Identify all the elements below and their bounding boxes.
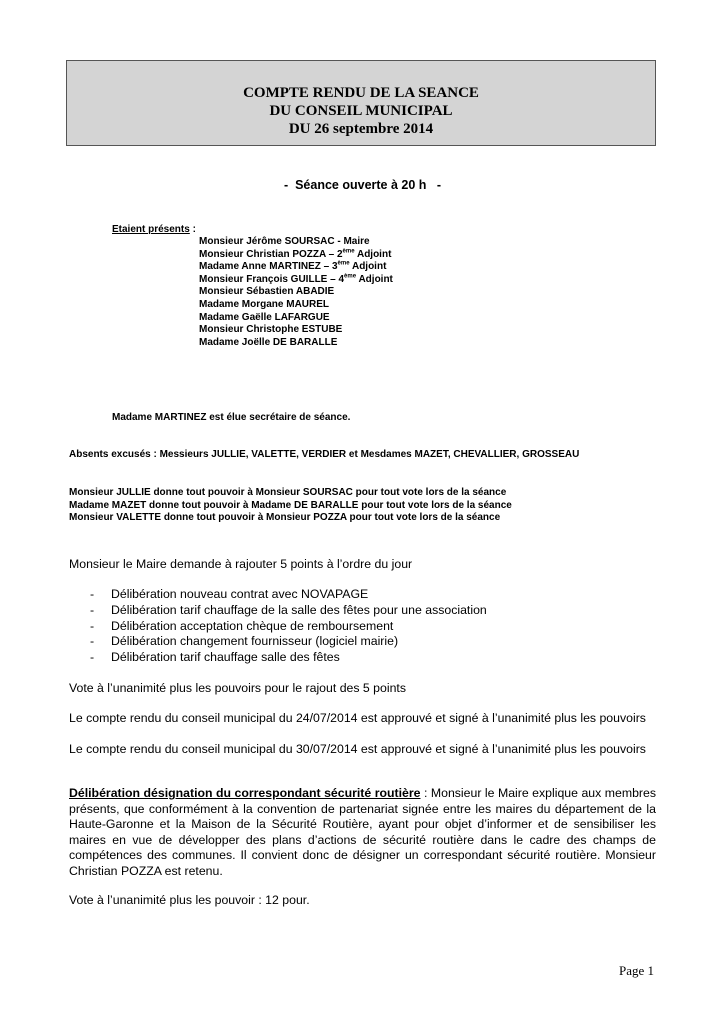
member-role: Adjoint [354, 248, 392, 260]
document-title-box [66, 60, 656, 146]
vote-rajout: Vote à l’unanimité plus les pouvoirs pour le rajout des 5 points [69, 681, 406, 695]
member-role: Adjoint [349, 261, 387, 273]
presents-label-suffix: : [189, 224, 196, 235]
title-line-2: DU CONSEIL MUNICIPAL [269, 103, 453, 119]
member-item [199, 249, 393, 262]
seance-opening: - Séance ouverte à 20 h - [283, 178, 441, 192]
member-item [199, 312, 393, 325]
list-item: - Délibération nouveau contrat avec NOVAPAGE [90, 587, 369, 601]
cr-approval-1: Le compte rendu du conseil municipal du 24/07/2014 est approuvé et signé à l’unanimité plus les pouvoirs [69, 711, 646, 725]
list-item: - Délibération acceptation chèque de remboursement [90, 618, 394, 633]
member-name: Madame Morgane MAUREL [199, 298, 330, 310]
vote-final: Vote à l’unanimité plus les pouvoir : 12 pour. [69, 893, 310, 907]
members-list [199, 236, 393, 349]
member-ordinal: ème [337, 260, 350, 267]
member-item [199, 299, 393, 312]
member-name: Monsieur Christophe ESTUBE [199, 324, 343, 336]
member-item [199, 236, 393, 249]
list-item-text: Délibération acceptation chèque de remboursement [111, 618, 394, 633]
list-item-text: Délibération nouveau contrat avec NOVAPAGE [111, 587, 369, 601]
member-name: Monsieur Jérôme SOURSAC - Maire [199, 236, 370, 247]
member-name: Madame Anne MARTINEZ – 3 [199, 261, 338, 273]
list-item-text: Délibération tarif chauffage de la salle des fêtes pour une association [111, 602, 487, 617]
list-item: - Délibération tarif chauffage de la salle des fêtes pour une association [90, 602, 487, 617]
ordre-list [69, 587, 487, 666]
member-name: Monsieur Sébastien ABADIE [199, 286, 335, 298]
pouvoirs-block [69, 487, 512, 525]
list-item: - Délibération tarif chauffage salle des fêtes [90, 650, 340, 665]
member-item [199, 286, 393, 299]
member-ordinal: ème [342, 248, 355, 255]
cr-approval-2: Le compte rendu du conseil municipal du 30/07/2014 est approuvé et signé à l’unanimité plus les pouvoirs [69, 742, 646, 756]
pouvoir-line: Madame MAZET donne tout pouvoir à Madame DE BARALLE pour tout vote lors de la séance [69, 499, 512, 511]
member-item [199, 261, 393, 274]
title-line-3: DU 26 septembre 2014 [288, 121, 434, 137]
presents-label [112, 224, 196, 235]
list-item-text: Délibération tarif chauffage salle des fêtes [111, 650, 340, 665]
member-role: Adjoint [356, 273, 393, 285]
member-name: Madame Gaëlle LAFARGUE [199, 311, 330, 323]
list-item: - Délibération changement fournisseur (logiciel mairie) [90, 634, 399, 649]
pouvoir-line: Monsieur VALETTE donne tout pouvoir à Monsieur POZZA pour tout vote lors de la séance [69, 512, 501, 524]
absents-line: Absents excusés : Messieurs JULLIE, VALETTE, VERDIER et Mesdames MAZET, CHEVALLIER, GROSSEAU [69, 449, 580, 460]
member-name: Monsieur François GUILLE – 4 [199, 273, 345, 285]
member-item [199, 274, 393, 287]
deliberation-heading: Délibération désignation du correspondant sécurité routière [69, 786, 421, 800]
member-ordinal: ème [344, 273, 357, 280]
deliberation-text: : Monsieur le Maire explique aux membres présents, que conformément à la convention de partenariat signée entre les maires du département de la Haute-Garonne et la Maison de la Sécurité Routière, ayant pour objet d’informer et de sensibiliser les maires en vue de développer des plans d’actions de sécurité routière dans le cadre des champs de compétences des communes. Il convient donc de désigner un correspondant sécurité routière. Monsieur Christian POZZA est retenu. [69, 786, 656, 878]
member-name: Madame Joëlle DE BARALLE [199, 336, 338, 348]
member-item [199, 337, 393, 350]
list-item-text: Délibération changement fournisseur (logiciel mairie) [111, 634, 399, 649]
secretaire-line: Madame MARTINEZ est élue secrétaire de séance. [112, 412, 351, 423]
pouvoir-line: Monsieur JULLIE donne tout pouvoir à Monsieur SOURSAC pour tout vote lors de la séance [69, 487, 507, 498]
member-item [199, 324, 393, 337]
presents-label-text: Etaient présents [112, 224, 190, 235]
page-number: Page 1 [618, 963, 654, 978]
member-name: Monsieur Christian POZZA – 2 [199, 248, 343, 260]
title-line-1: COMPTE RENDU DE LA SEANCE [243, 85, 479, 101]
deliberation-paragraph [69, 786, 656, 879]
ordre-intro: Monsieur le Maire demande à rajouter 5 points à l’ordre du jour [69, 557, 413, 571]
